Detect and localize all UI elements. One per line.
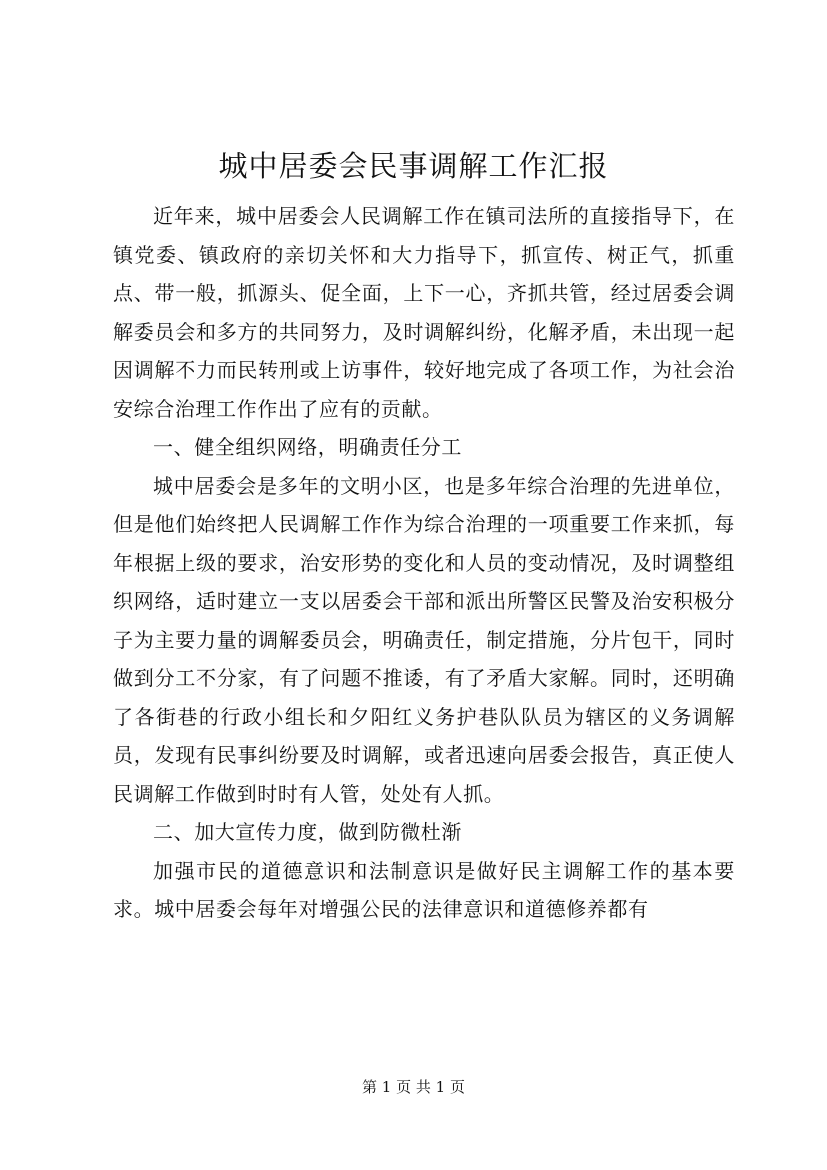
page-footer: 第 1 页 共 1 页 <box>362 1078 465 1096</box>
section-heading-2: 二、加大宣传力度，做到防微杜渐 <box>153 820 462 844</box>
paragraph-organization: 城中居委会是多年的文明小区，也是多年综合治理的先进单位，但是他们始终把人民调解工作作为综合治理的一项重要工作来抓，每年根据上级的要求，治安形势的变化和人员的变动情况，及时调整组织网络，适时建立一支以居委会干部和派出所警区民警及治安积极分子为主要力量的调解委员会，明确责任，制定措施，分片包干，同时做到分工不分家，有了问题不推诿，有了矛盾大家解。同时，还明确了各街巷的行政小组长和夕阳红义务护巷队队员为辖区的义务调解员，发现有民事纠纷要及时调解，或者迅速向居委会报告，真正使人民调解工作做到时时有人管，处处有人抓。 <box>113 473 735 806</box>
document-title: 城中居委会民事调解工作汇报 <box>218 149 609 183</box>
paragraph-intro: 近年来，城中居委会人民调解工作在镇司法所的直接指导下，在镇党委、镇政府的亲切关怀和大力指导下，抓宣传、树正气，抓重点、带一般，抓源头、促全面，上下一心，齐抓共管，经过居委会调解委员会和多方的共同努力，及时调解纠纷，化解矛盾，未出现一起因调解不力而民转刑或上访事件，较好地完成了各项工作，为社会治安综合治理工作作出了应有的贡献。 <box>113 204 735 421</box>
document-body <box>113 197 735 929</box>
paragraph-publicity: 加强市民的道德意识和法制意识是做好民主调解工作的基本要求。城中居委会每年对增强公民的法律意识和道德修养都有 <box>113 858 735 921</box>
section-heading-1: 一、健全组织网络，明确责任分工 <box>153 435 462 459</box>
